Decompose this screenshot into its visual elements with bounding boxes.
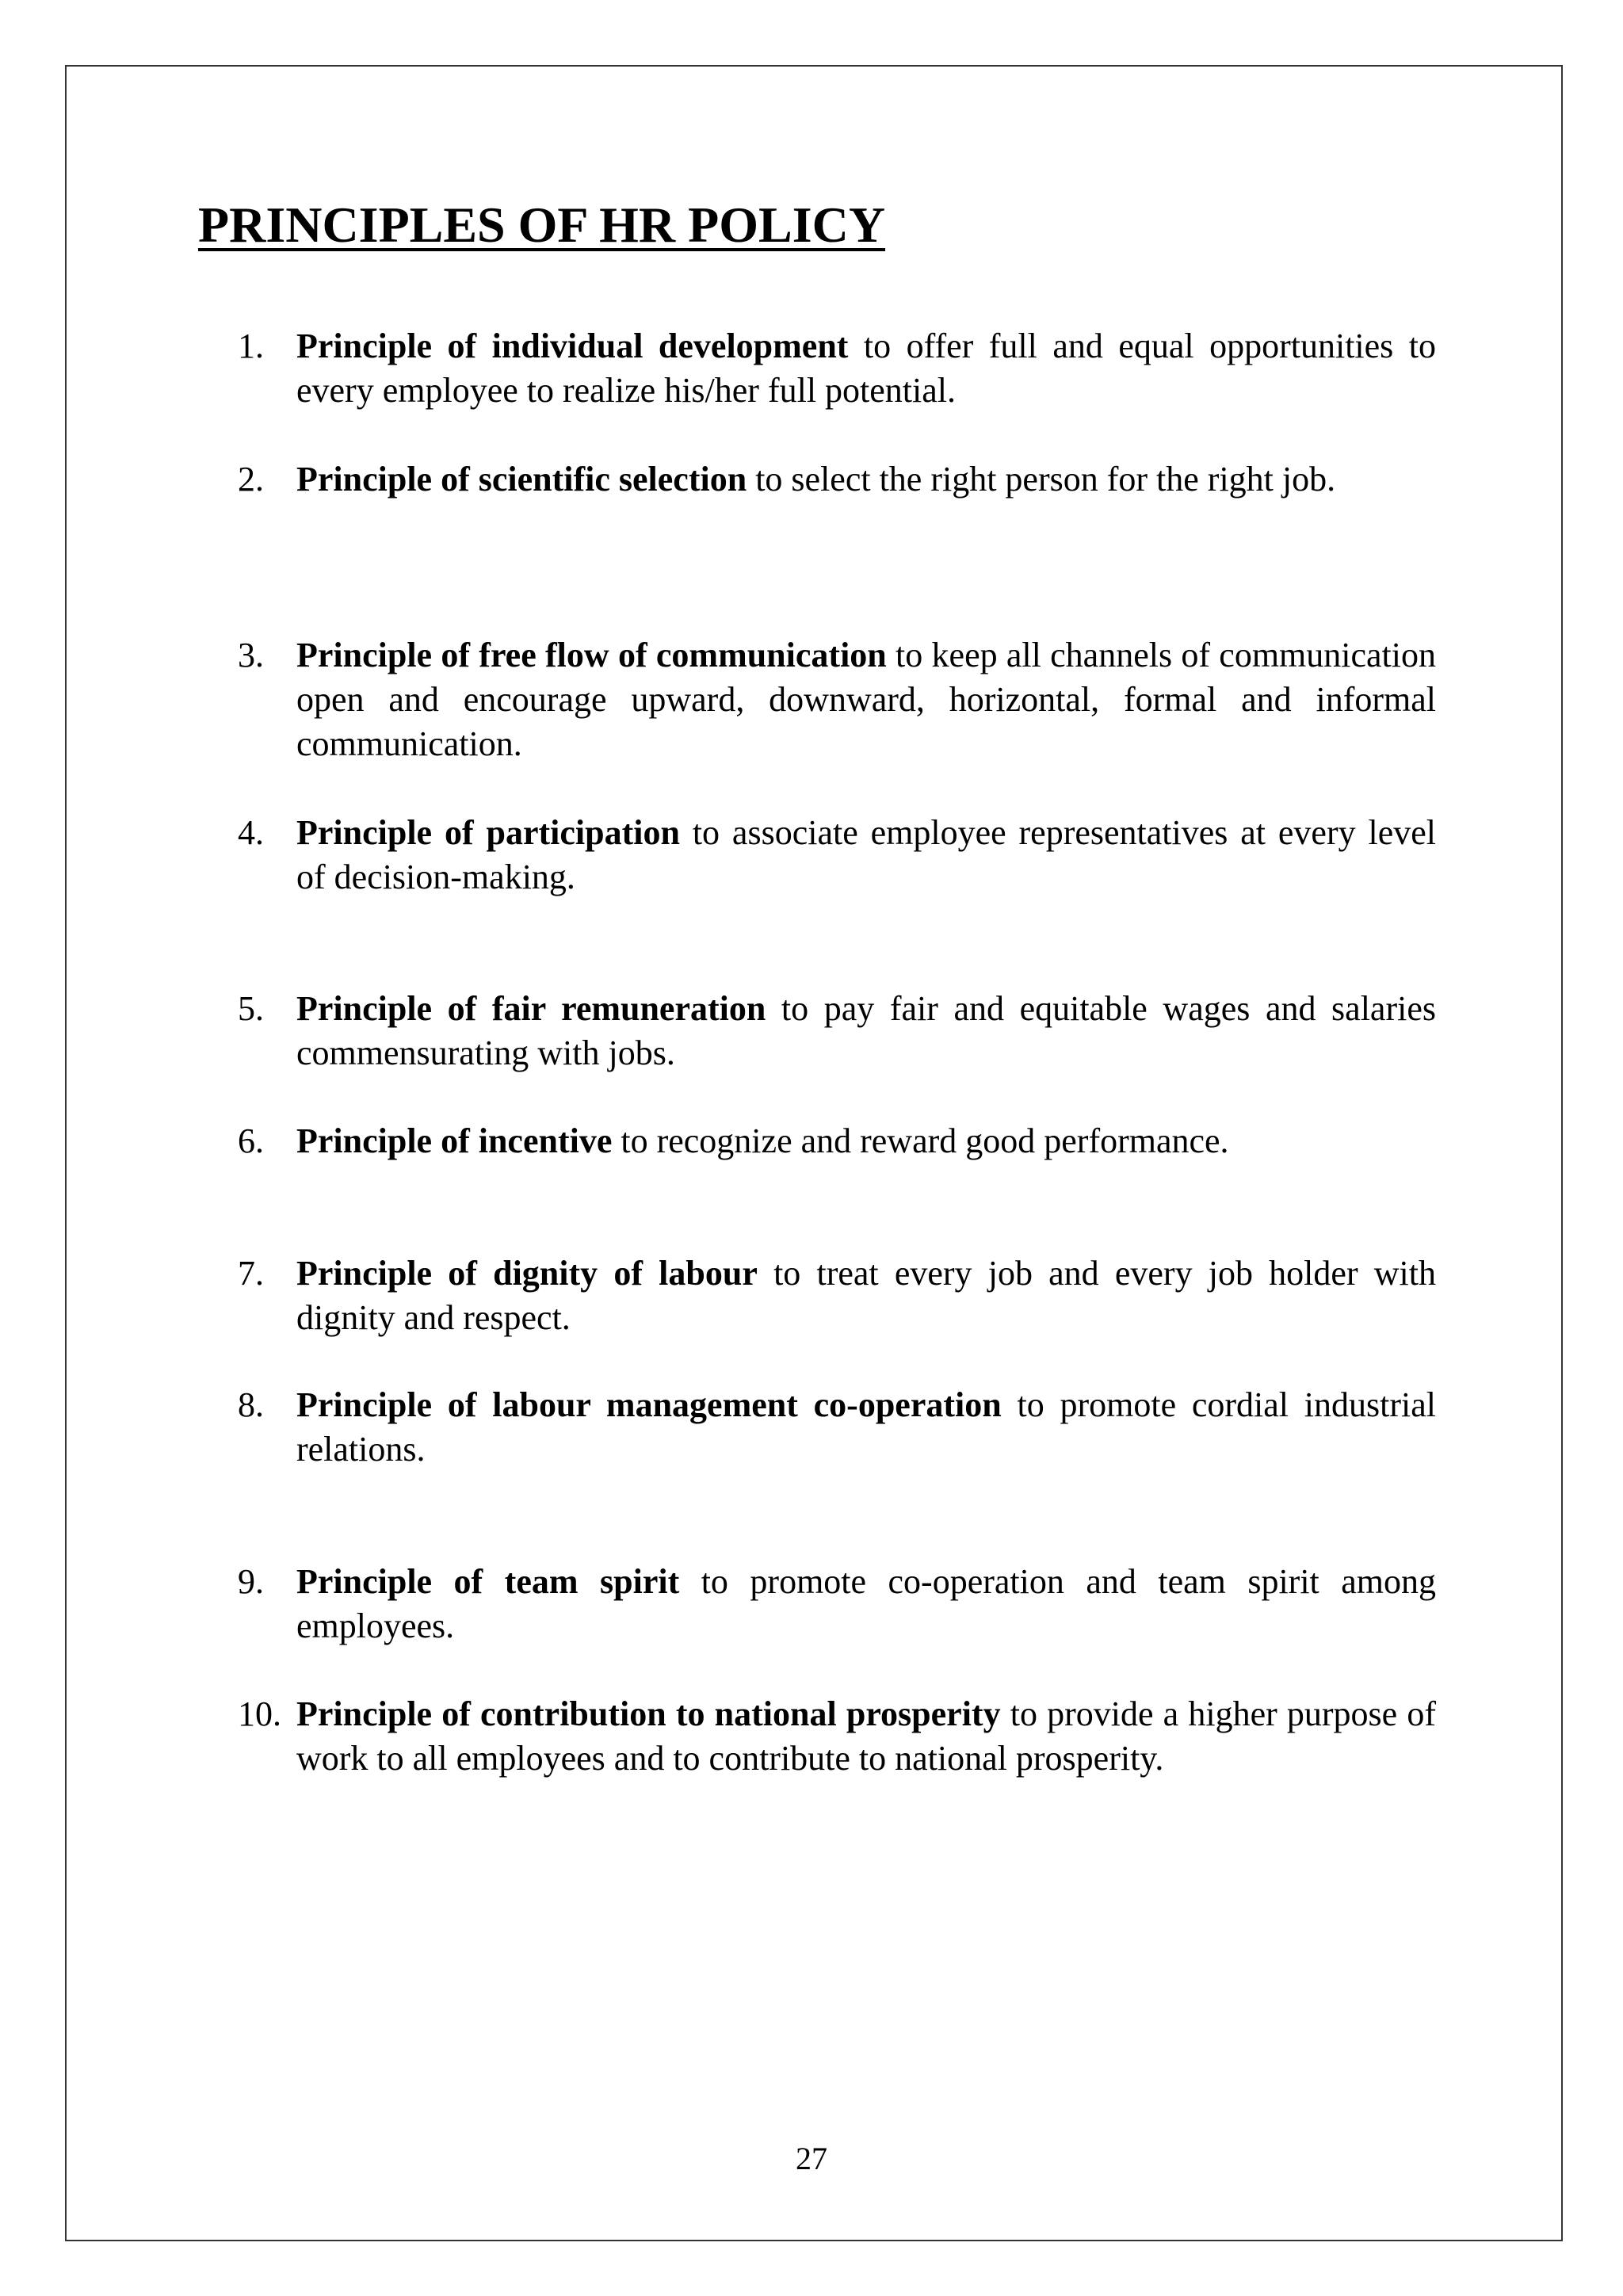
page-title: PRINCIPLES OF HR POLICY <box>198 197 886 253</box>
item-number: 3. <box>238 636 264 674</box>
item-principle: Principle of fair remuneration <box>296 989 766 1028</box>
item-text <box>296 1383 1436 1472</box>
item-principle: Principle of labour management co-operation <box>296 1385 1002 1424</box>
item-text <box>296 1251 1436 1340</box>
item-text <box>296 811 1436 900</box>
list-item <box>238 457 1436 502</box>
item-principle: Principle of free flow of communication <box>296 636 887 674</box>
item-description: to promote co-operation and team spirit among employees. <box>296 1562 1437 1645</box>
item-text <box>296 324 1436 413</box>
item-text <box>296 1692 1436 1781</box>
item-principle: Principle of individual development <box>296 327 849 365</box>
list-item <box>238 324 1436 413</box>
item-description: to provide a higher purpose of work to all employees and to contribute to national prosperity. <box>296 1694 1436 1778</box>
page-number: 27 <box>796 2141 827 2176</box>
list-item <box>238 811 1436 900</box>
item-number: 4. <box>238 813 264 852</box>
item-principle: Principle of scientific selection <box>296 460 747 499</box>
item-description: to treat every job and every job holder with dignity and respect. <box>296 1254 1437 1337</box>
item-description: to offer full and equal opportunities to every employee to realize his/her full potential. <box>296 327 1436 410</box>
item-principle: Principle of dignity of labour <box>296 1254 758 1293</box>
item-text <box>296 633 1436 766</box>
item-number: 1. <box>238 327 264 365</box>
item-description: to recognize and reward good performance. <box>612 1121 1229 1160</box>
item-number: 7. <box>238 1254 264 1293</box>
item-number: 5. <box>238 989 264 1028</box>
item-number: 8. <box>238 1385 264 1424</box>
item-principle: Principle of team spirit <box>296 1562 680 1601</box>
item-number: 9. <box>238 1562 264 1601</box>
list-item <box>238 1692 1436 1781</box>
item-number: 6. <box>238 1121 264 1160</box>
list-item <box>238 1119 1436 1163</box>
item-principle: Principle of incentive <box>296 1121 613 1160</box>
item-principle: Principle of contribution to national prosperity <box>296 1694 1001 1733</box>
item-text <box>296 457 1436 502</box>
item-text <box>296 987 1436 1075</box>
list-item <box>238 1251 1436 1340</box>
item-number: 2. <box>238 460 264 499</box>
item-description: to pay fair and equitable wages and salaries commensurating with jobs. <box>296 989 1436 1072</box>
list-item <box>238 633 1436 766</box>
item-text <box>296 1560 1436 1648</box>
list-item <box>238 1383 1436 1472</box>
item-principle: Principle of participation <box>296 813 680 852</box>
list-item <box>238 987 1436 1075</box>
list-item <box>238 1560 1436 1648</box>
item-description: to select the right person for the right job. <box>747 460 1336 499</box>
item-description: to associate employee representatives at every level of decision-making. <box>296 813 1436 896</box>
item-text <box>296 1119 1436 1163</box>
item-description: to keep all channels of communication open and encourage upward, downward, horizontal, formal and informal communication. <box>296 636 1437 763</box>
item-description: to promote cordial industrial relations. <box>296 1385 1436 1469</box>
item-number: 10. <box>238 1694 281 1733</box>
